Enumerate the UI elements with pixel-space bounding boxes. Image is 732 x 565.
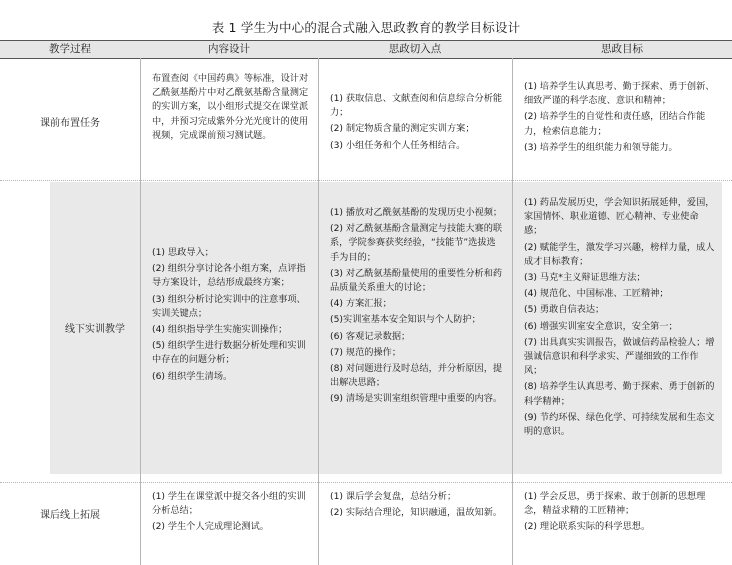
design-item: (6) 组织学生清场。 <box>152 370 233 382</box>
entry-item: (3) 对乙酰氨基酚量使用的重要性分析和药品质量关系重大的讨论； <box>330 267 503 294</box>
row-divider <box>0 180 732 181</box>
design-item: (2) 组织分享讨论各小组方案，点评指导方案设计，总结形成最终方案； <box>152 263 306 289</box>
phase-label: 线下实训教学 <box>65 324 125 335</box>
header-goals: 思政目标 <box>601 43 643 55</box>
entry-item: (2) 实际结合理论，知识融通，温故知新。 <box>330 507 503 519</box>
design-item: (1) 学生在课堂派中提交各小组的实训分析总结； <box>152 491 306 517</box>
goal-item: (2) 赋能学生，激发学习兴趣，榜样力量，成人成才目标教育； <box>524 241 715 267</box>
entry-item: (9) 清场是实训室组织管理中重要的内容。 <box>330 393 503 405</box>
header-design: 内容设计 <box>208 43 250 55</box>
entry-cell <box>330 206 504 409</box>
entry-cell <box>330 490 504 522</box>
goals-cell <box>524 490 716 537</box>
phase-label: 课后线上拓展 <box>40 510 100 521</box>
goals-cell <box>524 196 716 441</box>
design-item: (2) 学生个人完成理论测试。 <box>152 521 269 533</box>
design-item: (4) 组织指导学生实施实训操作； <box>152 324 288 336</box>
entry-item: (1) 获取信息、文献查阅和信息综合分析能力； <box>330 93 503 119</box>
goal-item: (5) 勇敢自信表达； <box>524 304 605 316</box>
table-title: 表 1 学生为中心的混合式融入思政教育的教学目标设计 <box>211 20 521 35</box>
design-text: 布置查阅《中国药典》等标准，设计对乙酰氨基酚片中对乙酰氨基酚含量测定的实训方案，以小组形式提交在课堂派中，并预习完成紫外分光光度计的使用视频，完成课前预习测试题。 <box>152 73 309 141</box>
phase-label: 课前布置任务 <box>40 118 100 129</box>
entry-item: (2) 对乙酰氨基酚含量测定与技能大赛的联系，学院参赛获奖经验，“技能节”选拔选手为目的； <box>330 223 503 263</box>
goal-item: (1) 培养学生认真思考、勤于探索、勇于创新、细致严谨的科学态度、意识和精神； <box>524 81 715 107</box>
entry-item: (7) 规范的操作； <box>330 346 402 358</box>
goal-item: (3) 培养学生的组织能力和领导能力。 <box>524 141 678 153</box>
header-bottom-rule <box>0 58 732 59</box>
goal-item: (7) 出具真实实训报告，做诚信药品检验人；增强诚信意识和科学求实、严谨细致的工作作风； <box>524 336 715 377</box>
goal-item: (2) 培养学生的自觉性和责任感，团结合作能力，检索信息能力； <box>524 111 706 137</box>
goal-item: (2) 理论联系实际的科学思想。 <box>524 521 651 533</box>
entry-item: (8) 对问题进行及时总结，并分析原因，提出解决思路； <box>330 363 503 389</box>
goal-item: (9) 节约环保、绿色化学、可持续发展和生态文明的意识。 <box>524 411 715 438</box>
entry-item: (1) 课后学会复盘，总结分析； <box>330 491 457 502</box>
design-cell <box>152 72 310 145</box>
entry-item: (2) 制定物质含量的测定实训方案； <box>330 123 475 135</box>
goal-item: (8) 培养学生认真思考、勤于探索、勇于创新的科学精神； <box>524 381 715 407</box>
entry-item: (4) 方案汇报； <box>330 298 392 310</box>
goal-item: (3) 马克*主义辩证思维方法； <box>524 272 646 284</box>
header-entry: 思政切入点 <box>388 43 442 55</box>
column-divider <box>140 58 141 565</box>
design-item: (5) 组织学生进行数据分析处理和实训中存在的问题分析； <box>152 340 306 366</box>
design-item: (1) 思政导入； <box>152 247 214 258</box>
goals-cell <box>524 80 716 157</box>
goal-item: (4) 规范化、中国标准、工匠精神； <box>524 288 669 300</box>
design-cell <box>152 246 310 386</box>
table-header <box>0 41 732 58</box>
entry-item: (5)实训室基本安全知识与个人防护； <box>330 314 481 326</box>
entry-item: (6) 客观记录数据； <box>330 330 411 342</box>
entry-cell <box>330 92 504 155</box>
column-divider <box>512 58 513 565</box>
design-cell <box>152 490 310 537</box>
goal-item: (6) 增强实训室安全意识，安全第一； <box>524 320 678 332</box>
design-item: (3) 组织分析讨论实训中的注意事项、实训关键点； <box>152 293 306 319</box>
goal-item: (1) 药品发展历史，学会知识拓展延伸，爱国，家国情怀、职业道德、匠心精神、专业使命感； <box>524 197 715 237</box>
entry-item: (1) 播放对乙酰氨基酚的发现历史小视频； <box>330 207 503 218</box>
row-divider <box>0 482 732 483</box>
column-divider <box>318 58 319 565</box>
header-process: 教学过程 <box>49 43 91 55</box>
entry-item: (3) 小组任务和个人任务相结合。 <box>330 139 466 151</box>
goal-item: (1) 学会反思，勇于探索、敢于创新的思想理念，精益求精的工匠精神； <box>524 491 706 517</box>
